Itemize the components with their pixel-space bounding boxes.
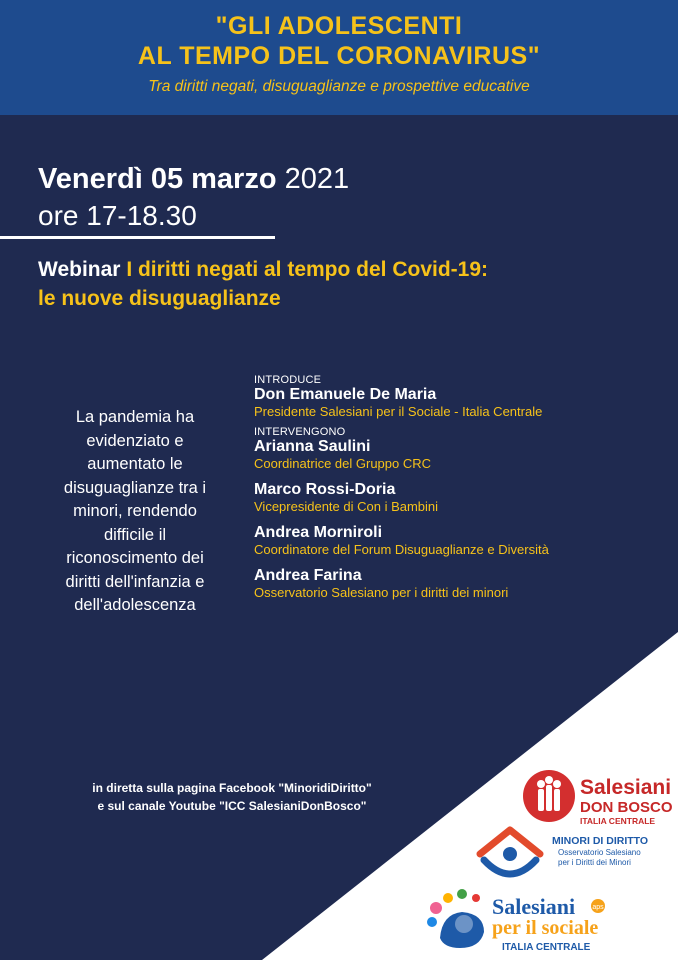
webinar-title-line1: I diritti negati al tempo del Covid-19:: [126, 258, 489, 281]
introduce-label: INTRODUCE: [254, 374, 322, 386]
intro-line: evidenziato e: [86, 431, 184, 450]
logo2-title: MINORI DI DIRITTO: [552, 835, 649, 847]
speaker-name: Andrea Farina: [254, 567, 362, 584]
speaker-role: Coordinatore del Forum Disuguaglianze e Diversità: [254, 542, 549, 557]
speaker-name: Arianna Saulini: [254, 438, 371, 455]
event-date-day: Venerdì 05 marzo: [38, 163, 277, 195]
webinar-title-line2: le nuove disuguaglianze: [38, 287, 281, 310]
intro-line: diritti dell'infanzia e: [65, 572, 205, 591]
speaker-name: Andrea Morniroli: [254, 524, 383, 541]
header-title-line1: "GLI ADOLESCENTI: [215, 12, 463, 40]
speaker-role: Vicepresidente di Con i Bambini: [254, 499, 439, 514]
logo2-sub1: Osservatorio Salesiano: [558, 848, 641, 857]
speaker-name: Don Emanuele De Maria: [254, 386, 437, 403]
event-time: ore 17-18.30: [38, 200, 197, 231]
speaker-role: Osservatorio Salesiano per i diritti dei minori: [254, 585, 509, 600]
intro-line: aumentato le: [87, 455, 183, 473]
speaker-name: Marco Rossi-Doria: [254, 481, 396, 498]
intervengono-label: INTERVENGONO: [254, 426, 346, 438]
logo3-badge: aps: [592, 904, 604, 911]
intro-line: disuguaglianze tra i: [63, 478, 207, 497]
logo2-sub2: per i Diritti dei Minori: [558, 858, 631, 867]
intro-line: difficile il: [103, 525, 167, 544]
intro-line: minori, rendendo: [73, 502, 197, 520]
header-title-line2: AL TEMPO DEL CORONAVIRUS": [137, 42, 541, 70]
intro-line: La pandemia ha: [75, 408, 195, 426]
speaker-role: Coordinatrice del Gruppo CRC: [254, 456, 432, 471]
live-line-facebook: in diretta sulla pagina Facebook "MinoridiDiritto": [92, 781, 372, 795]
salesiani-don-bosco-logo: [520, 768, 676, 830]
event-date-year: 2021: [284, 163, 350, 195]
logo1-word3: ITALIA CENTRALE: [580, 816, 656, 826]
header-subtitle: Tra diritti negati, disuguaglianze e prospettive educative: [148, 78, 530, 95]
minori-di-diritto-logo: [474, 824, 674, 882]
logo3-word2: per il sociale: [492, 917, 599, 939]
logo1-word1: Salesiani: [580, 776, 672, 799]
live-line-youtube: e sul canale Youtube "ICC SalesianiDonBosco": [97, 799, 367, 813]
webinar-label: Webinar: [38, 258, 121, 281]
intro-line: riconoscimento dei: [66, 549, 204, 567]
logo3-word3: ITALIA CENTRALE: [502, 942, 591, 953]
intro-line: dell'adolescenza: [74, 596, 196, 614]
salesiani-per-il-sociale-logo: [422, 886, 678, 956]
logo3-word1: Salesiani: [492, 894, 576, 919]
live-stream-info: [0, 779, 464, 815]
logo1-word2: DON BOSCO: [580, 799, 673, 816]
speaker-role: Presidente Salesiani per il Sociale - Italia Centrale: [254, 404, 543, 419]
